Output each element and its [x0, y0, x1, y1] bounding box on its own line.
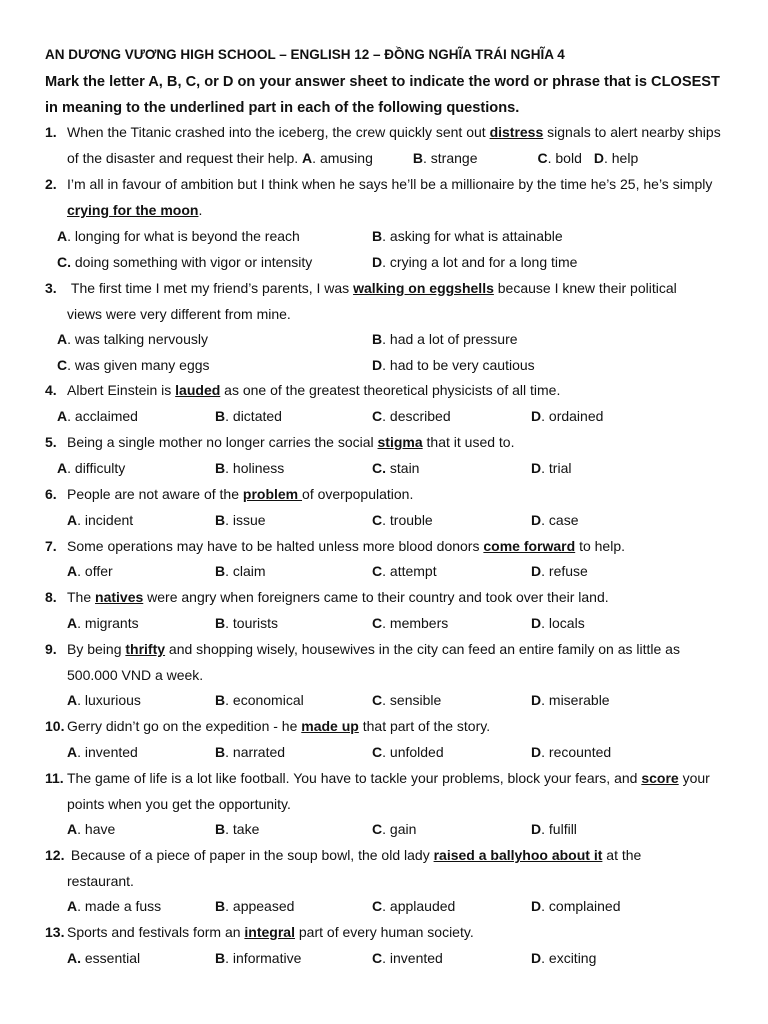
question-text: The game of life is a lot like football. You have to tackle your problems, block your fears, and	[67, 770, 642, 786]
question-text: People are not aware of the	[67, 486, 243, 502]
option-c: . described	[382, 408, 451, 424]
option-letter: C	[372, 821, 383, 837]
option-b: . holiness	[225, 460, 285, 476]
options-row	[45, 558, 725, 584]
question-text: your	[678, 770, 710, 786]
option-a: . acclaimed	[67, 408, 138, 424]
underlined-keyword: come forward	[483, 538, 576, 554]
option-b: . issue	[225, 512, 266, 528]
question-text: points when you get the opportunity.	[67, 796, 291, 812]
underlined-keyword: score	[641, 770, 679, 786]
question-10	[45, 713, 725, 739]
option-letter: D	[531, 408, 542, 424]
option-letter: A	[67, 512, 78, 528]
question-text: of overpopulation.	[302, 486, 414, 502]
question-text: Albert Einstein is	[67, 382, 176, 398]
option-c: . bold	[547, 150, 582, 166]
underlined-keyword: natives	[95, 589, 144, 605]
option-letter: A	[67, 744, 78, 760]
question-number: 8.	[45, 589, 57, 605]
option-letter: B	[215, 950, 226, 966]
question-2	[45, 171, 725, 223]
option-c: doing something with vigor or intensity	[71, 254, 313, 270]
option-b: . economical	[225, 692, 304, 708]
option-d: . fulfill	[541, 821, 577, 837]
question-text: that part of the story.	[358, 718, 491, 734]
option-d: . help	[603, 150, 639, 166]
option-a: . difficulty	[67, 460, 126, 476]
option-letter: D	[593, 150, 604, 166]
question-text: of the disaster and request their help.	[67, 150, 303, 166]
option-b: . narrated	[225, 744, 286, 760]
option-letter: B	[215, 408, 226, 424]
option-letter: C	[372, 950, 383, 966]
option-letter: D	[531, 898, 542, 914]
question-text: I’m all in favour of ambition but I think when he says he’ll be a millionaire by the time he’s 25, he’s simply	[67, 176, 713, 192]
options-row	[45, 403, 725, 429]
question-text: Some operations may have to be halted unless more blood donors	[67, 538, 484, 554]
options-row	[45, 455, 725, 481]
question-text: When the Titanic crashed into the iceberg, the crew quickly sent out	[67, 124, 490, 140]
question-text: that it used to.	[422, 434, 515, 450]
option-a: . amusing	[312, 150, 373, 166]
option-b: . appeased	[225, 898, 295, 914]
option-letter: A	[67, 563, 78, 579]
underlined-keyword: stigma	[377, 434, 423, 450]
option-d: . refuse	[541, 563, 588, 579]
option-letter: B	[215, 512, 226, 528]
question-text: to help.	[575, 538, 626, 554]
option-a: . migrants	[77, 615, 139, 631]
question-number: 9.	[45, 641, 57, 657]
question-1	[45, 119, 725, 171]
option-b: . take	[225, 821, 260, 837]
option-d: . complained	[541, 898, 621, 914]
option-letter: C	[372, 512, 383, 528]
option-letter: C	[372, 563, 383, 579]
option-a: . luxurious	[77, 692, 141, 708]
option-d: . exciting	[541, 950, 597, 966]
option-c: stain	[386, 460, 420, 476]
question-8	[45, 584, 725, 610]
option-letter: B	[215, 563, 226, 579]
option-letter: D	[531, 615, 542, 631]
option-b: . strange	[423, 150, 478, 166]
question-7	[45, 533, 725, 559]
option-a: . incident	[77, 512, 134, 528]
question-text: By being	[67, 641, 126, 657]
underlined-keyword: distress	[489, 124, 544, 140]
option-d: . recounted	[541, 744, 612, 760]
option-c: . unfolded	[382, 744, 444, 760]
question-4	[45, 377, 725, 403]
option-letter: D	[531, 744, 542, 760]
option-letter: B	[372, 228, 383, 244]
option-letter: B	[215, 898, 226, 914]
underlined-keyword: problem	[242, 486, 303, 502]
option-b: . claim	[225, 563, 266, 579]
option-d: . had to be very cautious	[382, 357, 535, 373]
question-number: 5.	[45, 434, 57, 450]
question-text: at the	[602, 847, 642, 863]
question-text: Because of a piece of paper in the soup bowl, the old lady	[70, 847, 434, 863]
question-text: Being a single mother no longer carries the social	[67, 434, 378, 450]
question-11	[45, 765, 725, 817]
option-b: . had a lot of pressure	[382, 331, 518, 347]
option-letter: C	[372, 898, 383, 914]
question-text: were angry when foreigners came to their country and took over their land.	[143, 589, 609, 605]
option-c: . gain	[382, 821, 417, 837]
option-letter: D	[372, 357, 383, 373]
question-number: 6.	[45, 486, 57, 502]
option-c: . trouble	[382, 512, 433, 528]
option-a: . made a fuss	[77, 898, 162, 914]
option-a: . was talking nervously	[67, 331, 208, 347]
option-letter: C	[537, 150, 548, 166]
option-letter: A	[67, 898, 78, 914]
options-row	[45, 249, 725, 275]
question-text: views were very different from mine.	[67, 306, 291, 322]
option-a: . have	[77, 821, 116, 837]
options-row	[45, 326, 725, 352]
option-letter: D	[531, 692, 542, 708]
option-d: . locals	[541, 615, 585, 631]
option-c: . members	[382, 615, 449, 631]
option-letter: A	[57, 331, 68, 347]
option-letter: D	[531, 821, 542, 837]
question-13	[45, 919, 725, 945]
option-letter: A	[67, 821, 78, 837]
question-number: 7.	[45, 538, 57, 554]
option-letter: A	[302, 150, 313, 166]
question-text: The first time I met my friend’s parents, I was	[70, 280, 354, 296]
option-b: . asking for what is attainable	[382, 228, 563, 244]
option-d: . miserable	[541, 692, 610, 708]
options-row	[45, 507, 725, 533]
option-a: . invented	[77, 744, 138, 760]
option-b: . tourists	[225, 615, 279, 631]
option-letter: B	[412, 150, 423, 166]
question-text: Sports and festivals form an	[67, 924, 245, 940]
option-d: . case	[541, 512, 579, 528]
question-12	[45, 842, 725, 894]
question-number: 2.	[45, 176, 57, 192]
question-number: 3.	[45, 280, 57, 296]
option-letter: B	[215, 460, 226, 476]
option-c: . was given many eggs	[67, 357, 210, 373]
options-row	[45, 223, 725, 249]
question-text: as one of the greatest theoretical physicists of all time.	[220, 382, 561, 398]
option-letter: B	[215, 615, 226, 631]
option-d: . ordained	[541, 408, 604, 424]
options-row	[45, 687, 725, 713]
options-row	[45, 816, 725, 842]
option-c: . invented	[382, 950, 443, 966]
option-letter: B	[372, 331, 383, 347]
option-letter: A	[57, 408, 68, 424]
option-letter: A	[57, 460, 68, 476]
option-letter: A.	[67, 950, 81, 966]
question-9	[45, 636, 725, 688]
option-letter: B	[215, 821, 226, 837]
option-letter: D	[531, 563, 542, 579]
underlined-keyword: made up	[301, 718, 359, 734]
question-text: and shopping wisely, housewives in the city can feed an entire family on as little as	[165, 641, 680, 657]
option-c: . applauded	[382, 898, 456, 914]
option-letter: C	[372, 692, 383, 708]
question-number: 13.	[45, 924, 65, 940]
options-row	[45, 352, 725, 378]
options-row	[45, 610, 725, 636]
option-letter: B	[215, 692, 226, 708]
option-letter: C	[372, 615, 383, 631]
question-3	[45, 275, 725, 327]
question-text: signals to alert nearby ships	[543, 124, 721, 140]
option-letter: D	[531, 460, 542, 476]
question-6	[45, 481, 725, 507]
option-letter: C	[372, 408, 383, 424]
option-b: . dictated	[225, 408, 282, 424]
option-letter: C.	[57, 254, 71, 270]
options-row	[45, 893, 725, 919]
question-5	[45, 429, 725, 455]
option-letter: D	[531, 950, 542, 966]
option-a: . offer	[77, 563, 113, 579]
question-number: 12.	[45, 847, 65, 863]
underlined-keyword: raised a ballyhoo about it	[433, 847, 603, 863]
option-letter: A	[57, 228, 68, 244]
option-letter: B	[215, 744, 226, 760]
option-letter: D	[531, 512, 542, 528]
page-title: AN DƯƠNG VƯƠNG HIGH SCHOOL – ENGLISH 12 – ĐỒNG NGHĨA TRÁI NGHĨA 4	[45, 47, 565, 62]
option-letter: A	[67, 615, 78, 631]
option-letter: C	[372, 744, 383, 760]
option-letter: C.	[372, 460, 386, 476]
question-number: 1.	[45, 124, 57, 140]
underlined-keyword: thrifty	[125, 641, 166, 657]
option-c: . sensible	[382, 692, 442, 708]
option-a: . longing for what is beyond the reach	[67, 228, 300, 244]
option-letter: D	[372, 254, 383, 270]
option-c: . attempt	[382, 563, 437, 579]
underlined-keyword: lauded	[175, 382, 221, 398]
question-text: The	[67, 589, 96, 605]
question-number: 11.	[45, 770, 64, 786]
question-text: Gerry didn’t go on the expedition - he	[67, 718, 302, 734]
options-row	[45, 945, 725, 971]
option-b: . informative	[225, 950, 302, 966]
underlined-keyword: crying for the moon	[67, 202, 199, 218]
question-text: 500.000 VND a week.	[67, 667, 204, 683]
option-letter: A	[67, 692, 78, 708]
question-number: 10.	[45, 718, 65, 734]
options-row	[45, 739, 725, 765]
underlined-keyword: integral	[244, 924, 295, 940]
instructions: Mark the letter A, B, C, or D on your answer sheet to indicate the word or phrase that is CLOSEST in meaning to the underlined part in each of the following questions.	[45, 74, 720, 116]
question-number: 4.	[45, 382, 57, 398]
underlined-keyword: walking on eggshells	[353, 280, 494, 296]
question-text: .	[198, 202, 203, 218]
option-a: essential	[81, 950, 141, 966]
question-text: because I knew their political	[493, 280, 677, 296]
question-text: part of every human society.	[295, 924, 474, 940]
question-text: restaurant.	[67, 873, 134, 889]
option-d: . crying a lot and for a long time	[382, 254, 578, 270]
option-letter: C	[57, 357, 68, 373]
option-d: . trial	[541, 460, 572, 476]
